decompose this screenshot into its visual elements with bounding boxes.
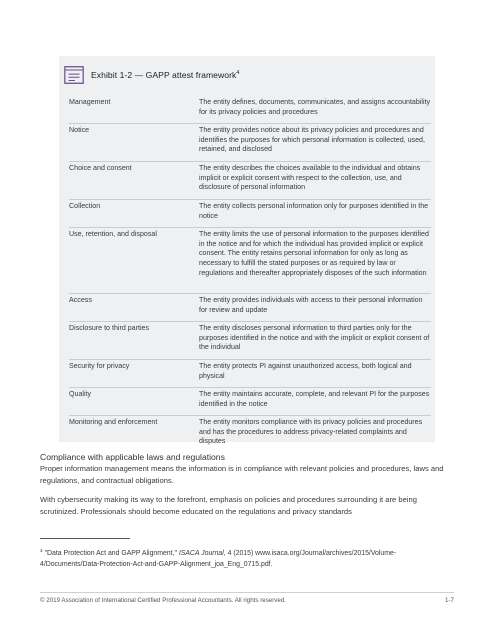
footnote: $^4$ "Data Protection Act and GAPP Alignment," ISACA Journal, 4 (2015) www.isaca.org/Journal/archives/2015/Volume-4/Documents/Data-Protection-Act-and-GAPP-Alignment_joa_Eng_0715.pdf. [40, 549, 397, 568]
criterion-description: The entity discloses personal information to third parties only for the purposes identified in the notice and with the implicit or explicit consent of the individual [199, 324, 430, 352]
criterion-description: The entity collects personal information only for purposes identified in the notice [199, 202, 429, 220]
body-paragraph: With cybersecurity making its way to the forefront, emphasis on policies and procedures surrounding it are being scrutinized. Professionals should become educated on the regulations and privacy standards [40, 495, 417, 516]
table-row [69, 124, 431, 162]
criterion-description: The entity maintains accurate, complete, and relevant PI for the purposes identified in the notice [199, 390, 430, 408]
criterion-name: Use, retention, and disposal [69, 230, 157, 238]
criterion-name: Choice and consent [69, 164, 132, 172]
footnote-number: 4 [40, 549, 43, 554]
exhibit-box [59, 56, 435, 446]
criterion-name: Management [69, 98, 111, 106]
journal-title: ISACA Journal [178, 550, 224, 557]
section-heading: Compliance with applicable laws and regulations [40, 452, 225, 462]
criterion-name: Notice [69, 126, 90, 134]
footnote-reference: 4 [236, 70, 240, 76]
table-row [69, 228, 431, 294]
copyright-notice: © 2019 Association of International Certified Professional Accountants. All rights reserved. [40, 597, 287, 604]
page-number: 1-7 [445, 597, 454, 604]
exhibit-title: Exhibit 1-2 — GAPP attest framework$^4$ [91, 70, 240, 80]
table-row [69, 96, 431, 124]
framework-table [69, 96, 431, 454]
table-row [69, 360, 431, 388]
exhibit-header [63, 64, 239, 86]
document-list-icon [63, 64, 85, 86]
criterion-description: The entity monitors compliance with its privacy policies and procedures and has the procedures to address privacy-related complaints and disputes [199, 418, 423, 446]
table-row [69, 200, 431, 228]
footnote-divider [40, 538, 130, 539]
criterion-description: The entity provides notice about its privacy policies and procedures and identifies the purposes for which personal information is collected, used, retained, and disclosed [199, 126, 425, 154]
criterion-description: The entity protects PI against unauthorized access, both logical and physical [199, 362, 412, 380]
criterion-name: Monitoring and enforcement [69, 418, 158, 426]
criterion-name: Security for privacy [69, 362, 130, 370]
table-row [69, 294, 431, 322]
criterion-name: Disclosure to third parties [69, 324, 150, 332]
table-row [69, 388, 431, 416]
footer-divider [40, 592, 454, 593]
criterion-description: The entity defines, documents, communicates, and assigns accountability for its privacy policies and procedures [199, 98, 431, 116]
table-row [69, 162, 431, 200]
criterion-name: Access [69, 296, 92, 304]
criterion-description: The entity describes the choices available to the individual and obtains implicit or explicit consent with respect to the collection, use, and disclosure of personal information [199, 164, 421, 192]
body-paragraph: Proper information management means the information is in compliance with relevant policies and procedures, laws and regulations, and contractual obligations. [40, 464, 444, 485]
criterion-name: Quality [69, 390, 92, 398]
table-row [69, 416, 431, 454]
criterion-description: The entity limits the use of personal information to the purposes identified in the notice and for which the individual has provided implicit or explicit consent. The entity retains personal information for only as long as necessary to fulfill the stated purposes or as required by law or regulations and thereafter appropriately disposes of the such information [199, 230, 429, 277]
footnote-url: , 4 (2015) www.isaca.org/Journal/archives/2015/Volume-4/Documents/Data-Protection-Act-and-GAPP-Alignment_joa_Eng_0715.pdf. [40, 550, 397, 568]
criterion-name: Collection [69, 202, 101, 210]
criterion-description: The entity provides individuals with access to their personal information for review and update [199, 296, 423, 314]
table-row [69, 322, 431, 360]
